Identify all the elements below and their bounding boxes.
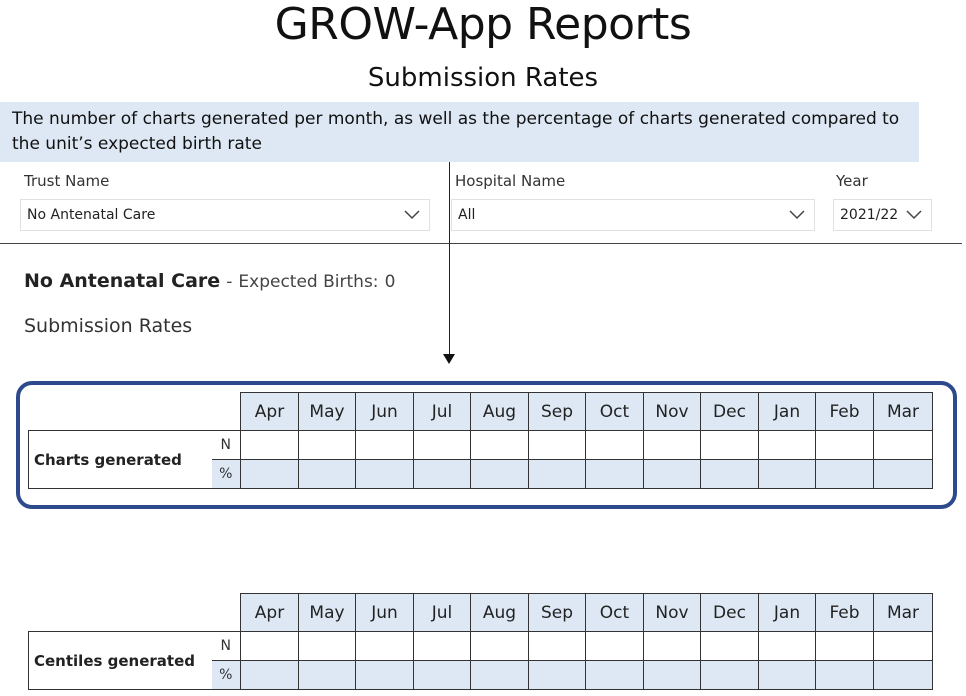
table-cell bbox=[874, 431, 933, 460]
table-cell bbox=[241, 460, 299, 489]
month-header: Jan bbox=[759, 594, 816, 632]
month-header: Oct bbox=[586, 594, 644, 632]
month-header: Jun bbox=[356, 594, 414, 632]
table-cell bbox=[701, 460, 759, 489]
expected-births-label: Expected Births: bbox=[238, 272, 379, 292]
month-header: Aug bbox=[471, 594, 529, 632]
chevron-down-icon bbox=[403, 205, 421, 223]
report-subtitle: Submission Rates bbox=[367, 63, 599, 93]
table-cell bbox=[759, 661, 816, 690]
month-header: Sep bbox=[529, 393, 586, 431]
table-cell bbox=[471, 460, 529, 489]
month-header: Jul bbox=[414, 393, 471, 431]
table-cell bbox=[586, 632, 644, 661]
month-header-row bbox=[29, 594, 933, 632]
table-row-n bbox=[29, 431, 933, 460]
hospital-name-value: All bbox=[458, 207, 476, 223]
month-header: Nov bbox=[644, 594, 701, 632]
month-header: Apr bbox=[241, 393, 299, 431]
table-cell bbox=[816, 460, 874, 489]
table-cell bbox=[586, 661, 644, 690]
month-header: Nov bbox=[644, 393, 701, 431]
charts-generated-table bbox=[28, 392, 933, 489]
table-cell bbox=[644, 661, 701, 690]
month-header: Jan bbox=[759, 393, 816, 431]
table-cell bbox=[701, 431, 759, 460]
table-cell bbox=[299, 460, 356, 489]
table-cell bbox=[299, 661, 356, 690]
centiles-generated-table bbox=[28, 593, 933, 690]
table-cell bbox=[356, 460, 414, 489]
year-dropdown[interactable] bbox=[833, 199, 932, 231]
metric-label-percent: % bbox=[212, 661, 241, 690]
month-header: May bbox=[299, 594, 356, 632]
table-cell bbox=[586, 460, 644, 489]
filter-divider bbox=[0, 243, 962, 244]
table-cell bbox=[299, 632, 356, 661]
table-cell bbox=[471, 661, 529, 690]
table-cell bbox=[874, 632, 933, 661]
table-cell bbox=[241, 661, 299, 690]
metric-label-n: N bbox=[212, 431, 241, 460]
table-cell bbox=[816, 661, 874, 690]
report-title: GROW-App Reports bbox=[274, 0, 692, 50]
month-header: Feb bbox=[816, 393, 874, 431]
table-cell bbox=[759, 460, 816, 489]
month-header: Mar bbox=[874, 393, 933, 431]
table-cell bbox=[644, 431, 701, 460]
expected-births-value: 0 bbox=[384, 272, 396, 292]
chevron-down-icon bbox=[905, 205, 923, 223]
section-label: Submission Rates bbox=[24, 315, 193, 337]
pointer-arrowhead bbox=[443, 354, 455, 364]
table-cell bbox=[356, 632, 414, 661]
trust-name-value: No Antenatal Care bbox=[27, 207, 156, 223]
year-value: 2021/22 bbox=[840, 207, 899, 223]
month-header: Apr bbox=[241, 594, 299, 632]
table-cell bbox=[529, 460, 586, 489]
table-cell bbox=[701, 661, 759, 690]
unit-summary bbox=[24, 270, 395, 292]
metric-label-n: N bbox=[212, 632, 241, 661]
month-header: Jul bbox=[414, 594, 471, 632]
report-description: The number of charts generated per month, as well as the percentage of charts generated compared to the unit’s expected birth rate bbox=[0, 102, 919, 162]
table-cell bbox=[586, 431, 644, 460]
unit-separator: - bbox=[226, 272, 233, 292]
row-label: Centiles generated bbox=[29, 632, 212, 690]
table-cell bbox=[759, 632, 816, 661]
table-row-n bbox=[29, 632, 933, 661]
metric-label-percent: % bbox=[212, 460, 241, 489]
table-cell bbox=[874, 661, 933, 690]
trust-name-dropdown[interactable] bbox=[20, 199, 430, 231]
table-cell bbox=[356, 431, 414, 460]
month-header: Aug bbox=[471, 393, 529, 431]
table-cell bbox=[241, 632, 299, 661]
month-header: May bbox=[299, 393, 356, 431]
month-header: Oct bbox=[586, 393, 644, 431]
table-cell bbox=[241, 431, 299, 460]
trust-name-label: Trust Name bbox=[24, 172, 110, 190]
table-cell bbox=[644, 632, 701, 661]
table-cell bbox=[644, 460, 701, 489]
month-header: Sep bbox=[529, 594, 586, 632]
table-cell bbox=[414, 632, 471, 661]
table-cell bbox=[874, 460, 933, 489]
table-cell bbox=[356, 661, 414, 690]
table-cell bbox=[816, 632, 874, 661]
pointer-arrow-line bbox=[449, 162, 450, 358]
month-header: Dec bbox=[701, 594, 759, 632]
hospital-name-label: Hospital Name bbox=[455, 172, 566, 190]
hospital-name-dropdown[interactable] bbox=[451, 199, 815, 231]
table-cell bbox=[816, 431, 874, 460]
table-cell bbox=[299, 431, 356, 460]
unit-name: No Antenatal Care bbox=[24, 270, 221, 292]
month-header-row bbox=[29, 393, 933, 431]
month-header: Jun bbox=[356, 393, 414, 431]
table-cell bbox=[471, 431, 529, 460]
table-cell bbox=[529, 431, 586, 460]
month-header: Feb bbox=[816, 594, 874, 632]
table-cell bbox=[529, 661, 586, 690]
table-cell bbox=[701, 632, 759, 661]
year-label: Year bbox=[836, 172, 868, 190]
month-header: Mar bbox=[874, 594, 933, 632]
month-header: Dec bbox=[701, 393, 759, 431]
table-cell bbox=[759, 431, 816, 460]
table-cell bbox=[414, 431, 471, 460]
table-cell bbox=[414, 460, 471, 489]
row-label: Charts generated bbox=[29, 431, 212, 489]
table-cell bbox=[529, 632, 586, 661]
table-cell bbox=[414, 661, 471, 690]
table-cell bbox=[471, 632, 529, 661]
chevron-down-icon bbox=[788, 205, 806, 223]
